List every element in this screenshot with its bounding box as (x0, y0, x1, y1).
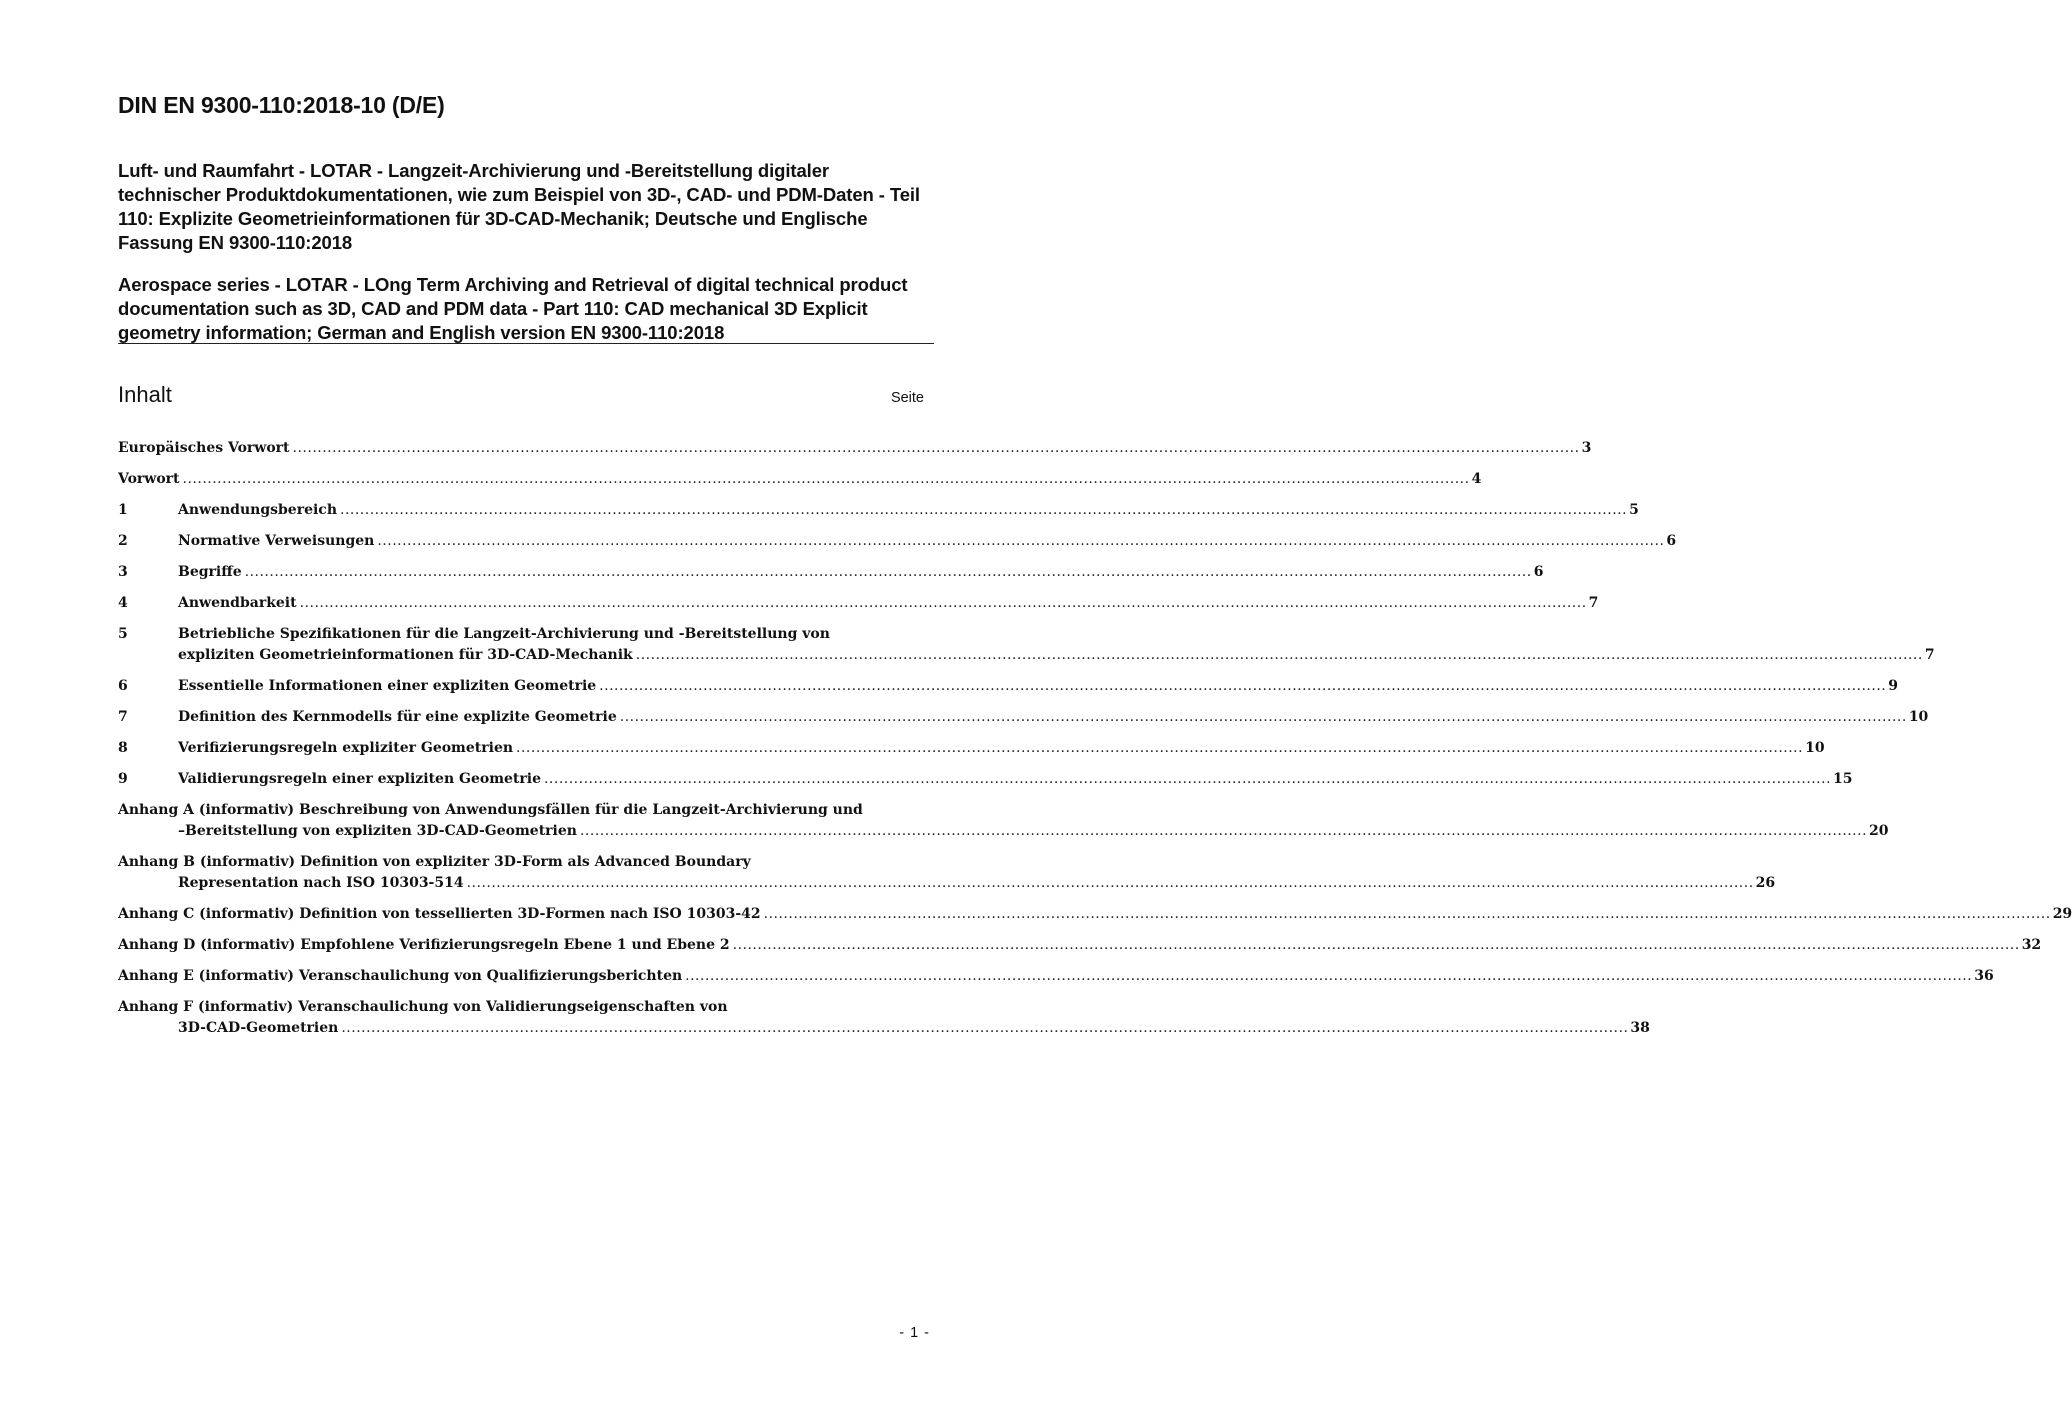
toc-entry-page: 6 (1533, 564, 1544, 580)
toc-leader-dots: .................................................................................................................................................................................................................................................................... (340, 502, 1628, 518)
toc-entry-page: 10 (1805, 740, 1825, 756)
toc-entry-page: 10 (1908, 709, 1929, 725)
toc-entry-title: 3D-CAD-Geometrien (178, 1020, 339, 1036)
toc-leader-dots: .................................................................................................................................................................................................................................................................... (599, 678, 1887, 694)
toc-entry-title: Vorwort (118, 471, 180, 487)
toc-leader-dots: .................................................................................................................................................................................................................................................................... (299, 595, 1587, 611)
toc-leader-dots: .................................................................................................................................................................................................................................................................... (543, 771, 1832, 787)
toc-entry-title: Essentielle Informationen einer expliziten Geometrie (178, 678, 597, 694)
toc-leader-dots: .................................................................................................................................................................................................................................................................... (292, 440, 1580, 456)
toc-entry-number: 9 (118, 771, 128, 787)
page-number: - 1 - (899, 1325, 930, 1341)
toc-entry-title: Representation nach ISO 10303-514 (178, 875, 464, 891)
toc-entry-page: 26 (1755, 875, 1776, 891)
toc-entry[interactable] (118, 533, 1677, 554)
toc-entry-page: 15 (1833, 771, 1853, 787)
toc-entry-number: 7 (118, 709, 128, 725)
toc-entry-number: 6 (118, 678, 128, 694)
title-divider (118, 343, 934, 344)
toc-entry-title: Anhang A (informativ) Beschreibung von Anwendungsfällen für die Langzeit-Archivierung und (118, 802, 863, 818)
title-german: Luft- und Raumfahrt - LOTAR - Langzeit-Archivierung und -Bereitstellung digitaler technischer Produktdokumentationen, wie zum Beispiel von 3D-, CAD- und PDM-Daten - Teil 110: Explizite Geometrieinformationen für 3D-CAD-Mechanik; Deutsche und Englische Fassung EN 9300-110:2018 (118, 160, 920, 253)
toc-entry[interactable] (118, 440, 1592, 461)
toc-entry-number: 8 (118, 740, 128, 756)
toc-entry-number: 4 (118, 595, 128, 611)
toc-entry[interactable] (118, 937, 2042, 958)
toc-entry[interactable] (118, 595, 1599, 616)
toc-entry-page: 29 (2052, 906, 2072, 922)
toc-entry-number: 5 (118, 626, 128, 642)
toc-entry-title: Betriebliche Spezifikationen für die Langzeit-Archivierung und -Bereitstellung von (178, 626, 830, 642)
toc-entry-page: 9 (1888, 678, 1898, 694)
toc-leader-dots: .................................................................................................................................................................................................................................................................... (619, 709, 1907, 725)
toc-entry-title: expliziten Geometrieinformationen für 3D-CAD-Mechanik (178, 647, 633, 663)
toc-leader-dots: .................................................................................................................................................................................................................................................................... (182, 471, 1470, 487)
toc-entry-page: 3 (1581, 440, 1592, 456)
toc-entry-title: Anhang B (informativ) Definition von expliziter 3D-Form als Advanced Boundary (118, 854, 751, 870)
title-english: Aerospace series - LOTAR - LOng Term Archiving and Retrieval of digital technical product documentation such as 3D, CAD and PDM data - Part 110: CAD mechanical 3D Explicit geometry information; German and English version EN 9300-110:2018 (118, 274, 908, 343)
toc-leader-dots: .................................................................................................................................................................................................................................................................... (763, 906, 2051, 922)
toc-entry-title: Anhang E (informativ) Veranschaulichung von Qualifizierungsberichten (118, 968, 683, 984)
toc-entry[interactable] (118, 626, 1935, 668)
toc-entry[interactable] (118, 471, 1482, 492)
toc-entry-number: 2 (118, 533, 128, 549)
toc-entry-page: 5 (1629, 502, 1639, 518)
toc-entry-title: Anhang C (informativ) Definition von tessellierten 3D-Formen nach ISO 10303-42 (118, 906, 761, 922)
toc-entry-title: Anwendbarkeit (178, 595, 297, 611)
toc-entry-page: 6 (1666, 533, 1677, 549)
toc-leader-dots: .................................................................................................................................................................................................................................................................... (685, 968, 1973, 984)
toc-entry-title: –Bereitstellung von expliziten 3D-CAD-Geometrien (178, 823, 577, 839)
toc-entry-title: Validierungsregeln einer expliziten Geometrie (178, 771, 541, 787)
toc-entry-number: 1 (118, 502, 128, 518)
toc-entry[interactable] (118, 906, 2072, 927)
toc-leader-dots: .................................................................................................................................................................................................................................................................... (341, 1020, 1629, 1036)
toc-entry-page: 38 (1630, 1020, 1650, 1036)
toc-entry-title: Anhang D (informativ) Empfohlene Verifizierungsregeln Ebene 1 und Ebene 2 (118, 937, 730, 953)
document-number: DIN EN 9300-110:2018-10 (D/E) (118, 92, 445, 118)
toc-entry-title: Anhang F (informativ) Veranschaulichung von Validierungseigenschaften von (118, 999, 728, 1015)
toc-leader-dots: .................................................................................................................................................................................................................................................................... (516, 740, 1804, 756)
toc-entry[interactable] (118, 968, 1994, 989)
toc-entry[interactable] (118, 802, 1889, 844)
toc-entry-number: 3 (118, 564, 128, 580)
toc-leader-dots: .................................................................................................................................................................................................................................................................... (635, 647, 1923, 663)
toc-entry[interactable] (118, 740, 1825, 761)
toc-page-column-label: Seite (890, 390, 924, 406)
toc-entry-page: 36 (1974, 968, 1994, 984)
toc-entry-title: Europäisches Vorwort (118, 440, 290, 456)
toc-leader-dots: .................................................................................................................................................................................................................................................................... (466, 875, 1754, 891)
toc-entry-title: Normative Verweisungen (178, 533, 375, 549)
toc-entry-page: 7 (1588, 595, 1599, 611)
toc-entry-title: Begriffe (178, 564, 242, 580)
toc-entry-page: 20 (1869, 823, 1889, 839)
toc-entry-title: Verifizierungsregeln expliziter Geometrien (178, 740, 514, 756)
toc-leader-dots: .................................................................................................................................................................................................................................................................... (732, 937, 2020, 953)
toc-entry[interactable] (118, 854, 1776, 896)
toc-entry-page: 4 (1471, 471, 1482, 487)
toc-entry[interactable] (118, 564, 1544, 585)
toc-leader-dots: .................................................................................................................................................................................................................................................................... (579, 823, 1868, 839)
toc-entry-page: 7 (1924, 647, 1935, 663)
toc-heading: Inhalt (118, 382, 172, 407)
toc-entry[interactable] (118, 678, 1898, 699)
toc-leader-dots: .................................................................................................................................................................................................................................................................... (244, 564, 1532, 580)
toc-leader-dots: .................................................................................................................................................................................................................................................................... (377, 533, 1665, 549)
toc-entry[interactable] (118, 709, 1929, 730)
toc-entry-title: Anwendungsbereich (178, 502, 337, 518)
toc-entry-title: Definition des Kernmodells für eine explizite Geometrie (178, 709, 617, 725)
toc-entry[interactable] (118, 771, 1853, 792)
toc-entry[interactable] (118, 502, 1639, 523)
toc-entry-page: 32 (2021, 937, 2042, 953)
toc-entry[interactable] (118, 999, 1650, 1041)
